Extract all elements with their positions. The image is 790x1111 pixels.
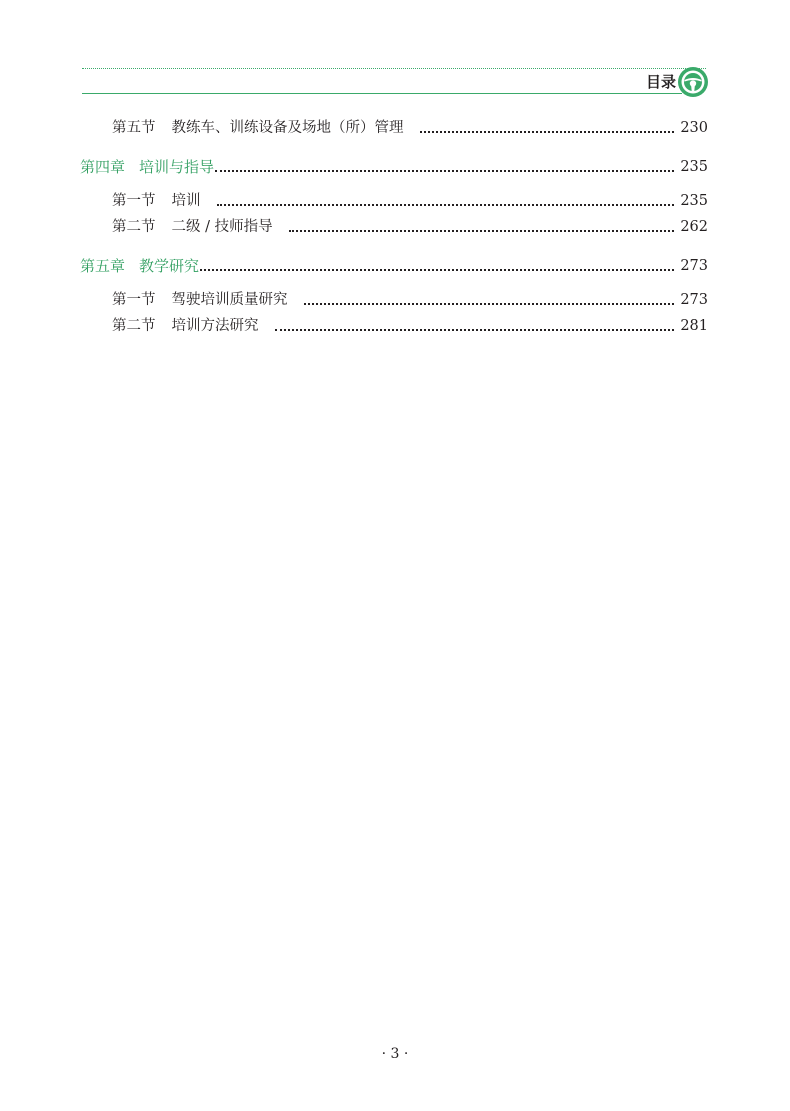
toc-entry-number: 第四章 xyxy=(80,158,126,176)
toc-entry-number: 第一节 xyxy=(112,292,156,308)
page-number: · 3 · xyxy=(381,1046,409,1062)
toc-entry-page: 281 xyxy=(680,318,708,334)
toc-dot-leader xyxy=(217,204,675,206)
toc-entry-title: 培训 xyxy=(171,193,201,209)
toc-entry-title: 培训与指导 xyxy=(139,158,215,176)
toc-section-row[interactable] xyxy=(112,190,708,212)
toc-entry-number: 第二节 xyxy=(112,219,156,235)
page-header-title: 目录 xyxy=(645,73,676,91)
toc-section-row[interactable] xyxy=(112,289,708,311)
toc-entry-page: 273 xyxy=(680,258,708,274)
toc-section-row[interactable] xyxy=(112,216,708,238)
toc-chapter-row[interactable] xyxy=(80,255,708,277)
toc-entry-title: 驾驶培训质量研究 xyxy=(171,292,288,308)
toc-entry-page: 235 xyxy=(680,159,708,175)
toc-entry-title: 教学研究 xyxy=(139,257,200,275)
toc-dot-leader xyxy=(215,170,674,172)
toc-entry-number: 第五章 xyxy=(80,257,126,275)
toc-entry-number: 第二节 xyxy=(112,318,156,334)
toc-entry-title: 二级 / 技师指导 xyxy=(171,219,273,235)
toc-dot-leader xyxy=(420,131,675,133)
toc-dot-leader xyxy=(289,230,675,232)
toc-section-row[interactable] xyxy=(112,315,708,337)
toc-entry-title: 教练车、训练设备及场地（所）管理 xyxy=(171,120,404,136)
toc-entry-number: 第一节 xyxy=(112,193,156,209)
toc-entry-number: 第五节 xyxy=(112,120,156,136)
toc-dot-leader xyxy=(200,269,674,271)
toc-dot-leader xyxy=(304,303,675,305)
toc-chapter-row[interactable] xyxy=(80,156,708,178)
toc-dot-leader xyxy=(275,329,675,331)
toc-entry-title: 培训方法研究 xyxy=(171,318,259,334)
toc-section-row[interactable] xyxy=(112,117,708,139)
toc-entry-page: 273 xyxy=(680,292,708,308)
toc-entry-page: 230 xyxy=(680,120,708,136)
toc-entry-page: 262 xyxy=(680,219,708,235)
toc-entry-page: 235 xyxy=(680,193,708,209)
